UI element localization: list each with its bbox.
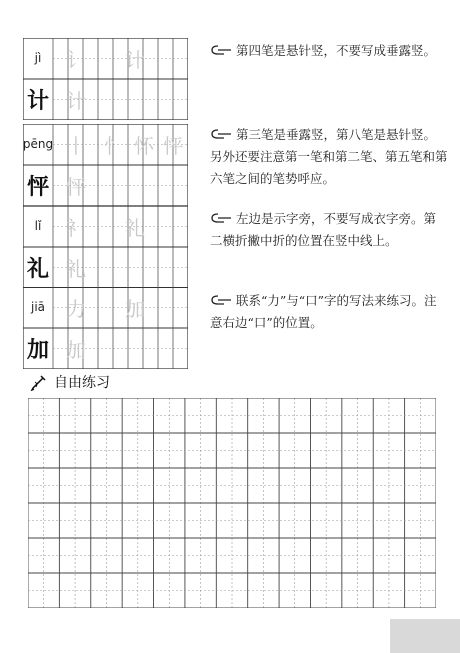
pointing-hand-icon bbox=[210, 212, 232, 224]
page-corner bbox=[390, 619, 460, 653]
trace-stroke: 丨 bbox=[66, 134, 86, 158]
trace-stroke: 忄 bbox=[104, 134, 124, 158]
section-heading bbox=[30, 372, 110, 392]
pointing-hand-icon bbox=[210, 294, 232, 306]
trace-character: 加 bbox=[125, 297, 145, 321]
trace-stroke: 力 bbox=[66, 297, 86, 321]
trace-character: 计 bbox=[125, 48, 145, 72]
model-character: 怦 bbox=[26, 174, 49, 200]
trace-character: 怦 bbox=[66, 175, 86, 199]
pointing-hand-icon bbox=[210, 128, 232, 140]
trace-stroke: 讠 bbox=[66, 48, 86, 72]
writing-grid-ji bbox=[23, 38, 188, 120]
model-character: 礼 bbox=[26, 256, 49, 282]
writing-grid-li bbox=[23, 206, 188, 288]
writing-grid-jia bbox=[23, 287, 188, 369]
trace-character: 礼 bbox=[125, 216, 145, 240]
model-character: 加 bbox=[26, 337, 49, 363]
trace-stroke: 怀 bbox=[134, 134, 154, 158]
note-text: 第三笔是垂露竖，第八笔是悬针竖。另外还要注意第一笔和第二笔、第五笔和第六笔之间的笔势呼应。 bbox=[210, 127, 448, 186]
pencil-icon bbox=[30, 373, 48, 391]
trace-stroke: 礻 bbox=[66, 216, 86, 240]
note-text: 左边是示字旁，不要写成衣字旁。第二横折撇中折的位置在竖中线上。 bbox=[210, 211, 437, 248]
trace-character: 礼 bbox=[66, 257, 86, 281]
writing-note bbox=[210, 124, 448, 190]
trace-character: 计 bbox=[66, 89, 86, 113]
note-text: 第四笔是悬针竖，不要写成垂露竖。 bbox=[236, 43, 437, 58]
note-text: 联系“力”与“口”字的写法来练习。注意右边“口”的位置。 bbox=[210, 293, 437, 330]
model-character: 计 bbox=[26, 88, 49, 114]
free-practice-grid[interactable] bbox=[28, 398, 436, 608]
writing-note bbox=[210, 290, 448, 334]
pinyin-label: pēng bbox=[22, 137, 54, 151]
writing-note bbox=[210, 40, 448, 62]
pointing-hand-icon bbox=[210, 44, 232, 56]
section-title: 自由练习 bbox=[54, 375, 110, 391]
trace-character: 怦 bbox=[163, 134, 183, 158]
pinyin-label: jì bbox=[34, 51, 42, 65]
pinyin-label: lǐ bbox=[34, 219, 42, 233]
writing-note bbox=[210, 208, 448, 252]
trace-character: 加 bbox=[66, 338, 86, 362]
writing-grid-peng bbox=[23, 124, 188, 206]
pinyin-label: jiā bbox=[30, 300, 46, 314]
